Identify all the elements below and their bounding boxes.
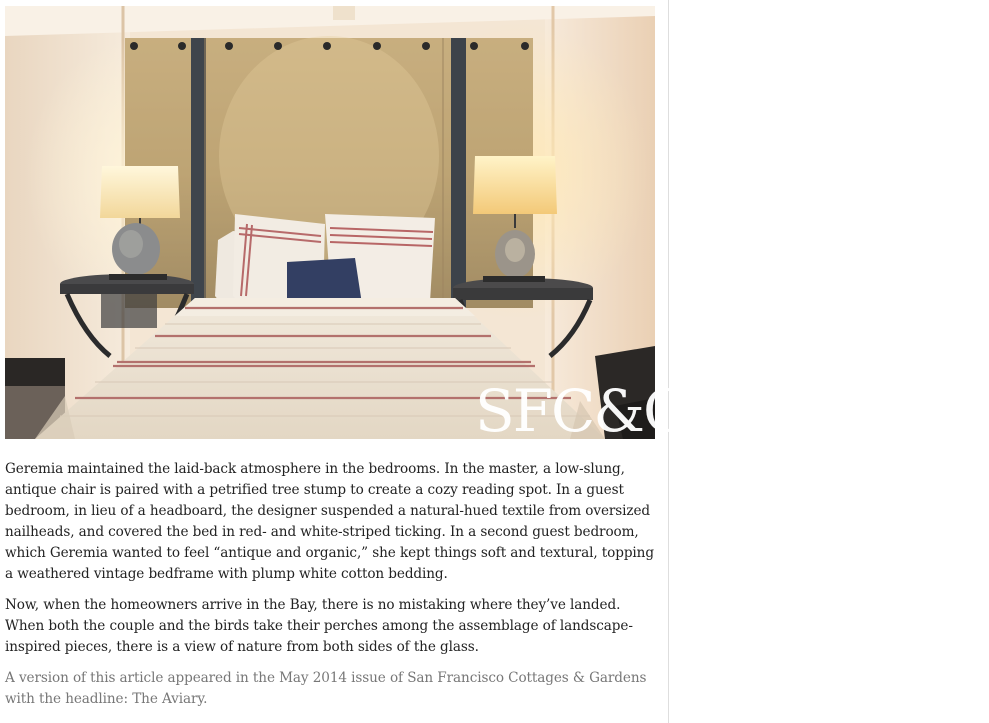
- article-body: [5, 459, 661, 720]
- article-paragraph: Now, when the homeowners arrive in the Bay, there is no mistaking where they’ve landed. When both the couple and the birds take their perches among the assemblage of landscape-inspired pieces, there is a view of nature from both sides of the glass.: [5, 597, 633, 655]
- bedroom-photo: [5, 6, 688, 445]
- article-credit: A version of this article appeared in the May 2014 issue of San Francisco Cottages & Gardens with the headline: The Aviary.: [5, 670, 647, 707]
- publication-watermark: SFC&G: [475, 377, 688, 445]
- article-paragraph: Geremia maintained the laid-back atmosphere in the bedrooms. In the master, a low-slung, antique chair is paired with a petrified tree stump to create a cozy reading spot. In a guest bedroom, in lieu of a headboard, the designer suspended a natural-hued textile from oversized nailheads, and covered the bed in red- and white-striped ticking. In a second guest bedroom, which Geremia wanted to feel “antique and organic,” she kept things soft and textural, topping a weathered vintage bedframe with plump white cotton bedding.: [5, 461, 654, 582]
